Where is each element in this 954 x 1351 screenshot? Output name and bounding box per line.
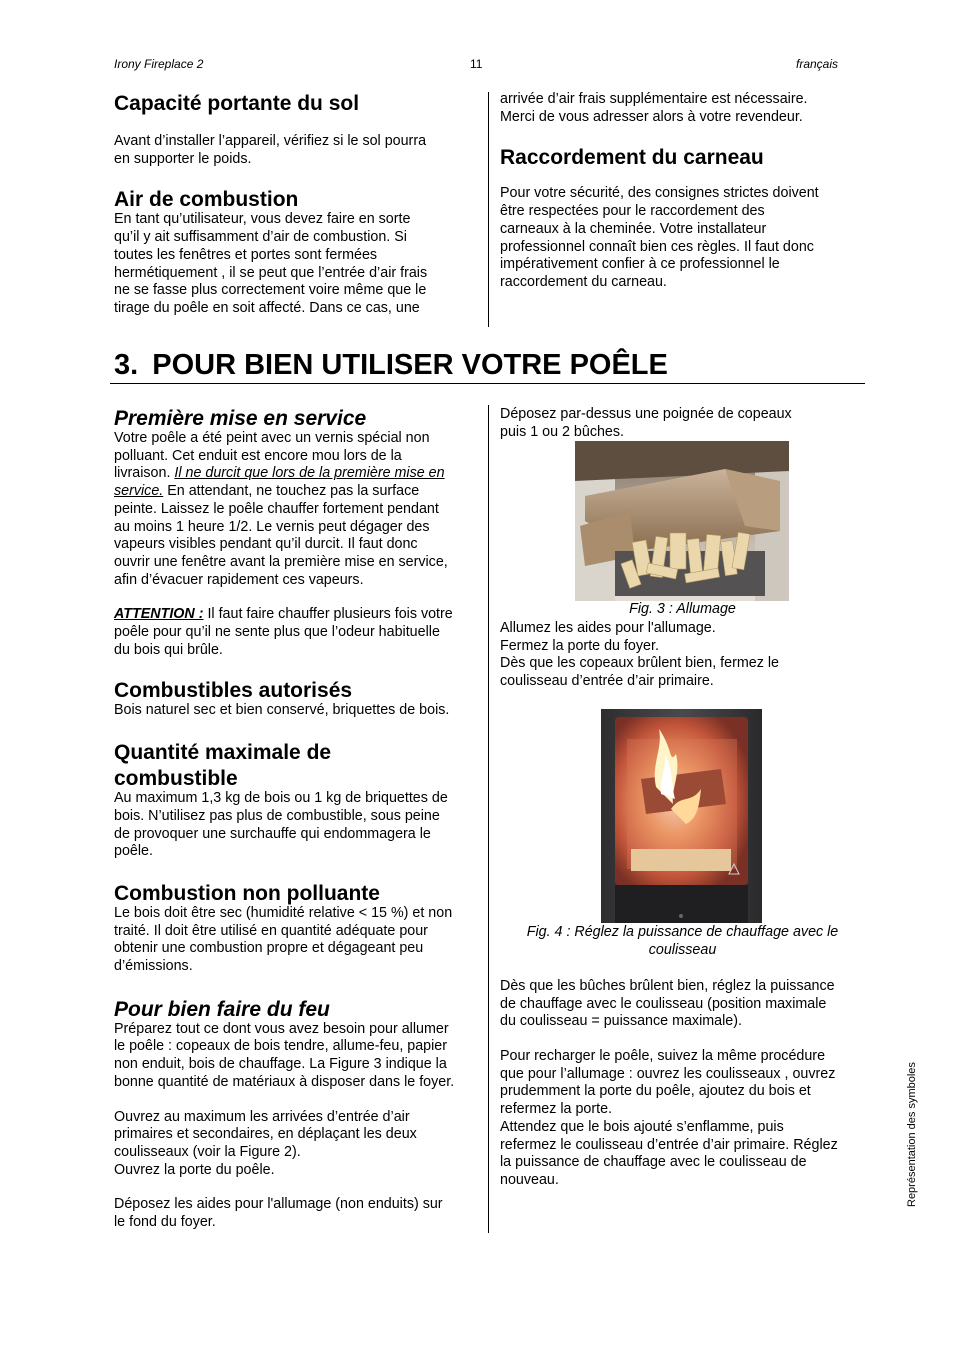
- top-right-column: [500, 91, 865, 292]
- para-premiere: Votre poêle a été peint avec un vernis spécial non polluant. Cet enduit est encore mou lors de la livraison. Il ne durcit que lors de la première mise en service. En attendant, ne touchez pas la surface peinte. Laissez le poêle chauffer fortement pendant au moins 1 heure 1/2. Le vernis peut dégager des vapeurs visibles pendant qu’il durcit. Il faut donc ouvrir une fenêtre avant la première mise en service, afin d’évacuer rapidement ces vapeurs.: [114, 430, 448, 588]
- para-feu-2: Ouvrez au maximum les arrivées d’entrée d’air primaires et secondaires, en déplaçant les deux coulisseaux (voir la Figure 2). Ouvrez la porte du poêle.: [114, 1108, 417, 1178]
- para-deposez: Déposez par-dessus une poignée de copeaux puis 1 ou 2 bûches.: [500, 406, 792, 440]
- premiere-emphasis-2: service.: [114, 483, 164, 500]
- para-air-combustion: En tant qu’utilisateur, vous devez faire en sorte qu’il y ait suffisamment d’air de combustion. Si toutes les fenêtres et portes sont fermées hermétiquement , il se peut que l’entrée d’air frais ne se fasse plus correctement voire même que le tirage du poêle en soit affecté. Dans ce cas, une: [114, 211, 428, 316]
- para-carneau: Pour votre sécurité, des consignes strictes doivent être respectées pour le raccordement des carneaux à la cheminée. Votre installateur professionnel connaît bien ces règles. Il faut donc impérativement confier à ce professionnel le raccordement du carneau.: [500, 185, 819, 290]
- para-buches: Dès que les bûches brûlent bien, réglez la puissance de chauffage avec le coulisseau (position maximale du coulisseau = puissance maximale).: [500, 978, 835, 1030]
- fig3-photo: [575, 441, 789, 601]
- section-number: 3.: [114, 349, 139, 381]
- header-language: français: [796, 57, 839, 71]
- para-combustibles: Bois naturel sec et bien conservé, briquettes de bois.: [114, 702, 450, 719]
- fig4-photo: [601, 709, 762, 923]
- heading-air-combustion: Air de combustion: [114, 188, 299, 212]
- para-quantite: Au maximum 1,3 kg de bois ou 1 kg de briquettes de bois. N’utilisez pas plus de combustible, sous peine de provoquer une surchauffe qui endommagera le poêle.: [114, 790, 448, 860]
- column-divider-top: [488, 92, 489, 327]
- para-attention: ATTENTION : Il faut faire chauffer plusieurs fois votre poêle pour qu’il ne sente plus que l’odeur habituelle du bois qui brûle.: [114, 606, 453, 658]
- section-title: [114, 348, 668, 382]
- para-capacite: Avant d’installer l’appareil, vérifiez si le sol pourra en supporter le poids.: [114, 133, 427, 167]
- heading-capacite: Capacité portante du sol: [114, 92, 360, 115]
- heading-premiere: Première mise en service: [114, 407, 367, 430]
- attention-label: ATTENTION :: [114, 606, 204, 623]
- para-allumez: Allumez les aides pour l'allumage. Fermez la porte du foyer. Dès que les copeaux brûlent bien, fermez le coulisseau d’entrée d’air primaire.: [500, 620, 779, 690]
- heading-carneau: Raccordement du carneau: [500, 146, 764, 170]
- header-title: Irony Fireplace 2: [114, 57, 204, 71]
- premiere-emphasis-1: Il ne durcit que lors de la première mise en: [174, 465, 445, 482]
- heading-combustibles: Combustibles autorisés: [114, 679, 353, 703]
- top-left-column: [114, 91, 484, 318]
- section-title-text: POUR BIEN UTILISER VOTRE POÊLE: [152, 349, 668, 381]
- heading-quantite: Quantité maximale de combustible: [114, 741, 332, 791]
- column-divider-main: [488, 405, 489, 1233]
- heading-faire-feu: Pour bien faire du feu: [114, 997, 330, 1021]
- para-recharger: Pour recharger le poêle, suivez la même procédure que pour l’allumage : ouvrez les coulisseaux , ouvrez prudemment la porte du poêle, ajoutez du bois et refermez la porte. Attendez que le bois ajouté s’enflamme, puis refermez le coulisseau d’entrée d’air primaire. Réglez la puissance de chauffage avec le coulisseau de nouveau.: [500, 1048, 838, 1188]
- section-rule: [110, 383, 865, 384]
- side-tab-label: Représentation des symboles: [906, 1062, 918, 1207]
- left-column: [114, 406, 484, 1232]
- fig4-caption: Fig. 4 : Réglez la puissance de chauffage avec le coulisseau: [526, 924, 839, 958]
- para-air-cont: arrivée d’air frais supplémentaire est nécessaire. Merci de vous adresser alors à votre revendeur.: [500, 91, 808, 125]
- heading-non-polluante: Combustion non polluante: [114, 881, 380, 905]
- para-feu-3: Déposez les aides pour l'allumage (non enduits) sur le fond du foyer.: [114, 1196, 443, 1231]
- para-feu-1: Préparez tout ce dont vous avez besoin pour allumer le poêle : copeaux de bois tendre, allume-feu, papier non enduit, bois de chauffage. La Figure 3 indique la bonne quantité de matériaux à disposer dans le foyer.: [114, 1020, 455, 1090]
- fig3-caption: Fig. 3 : Allumage: [629, 601, 736, 617]
- para-non-polluante: Le bois doit être sec (humidité relative < 15 %) et non traité. Il doit être utilisé en quantité adéquate pour obtenir une combustion propre et dégageant peu d’émissions.: [114, 904, 453, 975]
- page-number: 11: [470, 57, 483, 71]
